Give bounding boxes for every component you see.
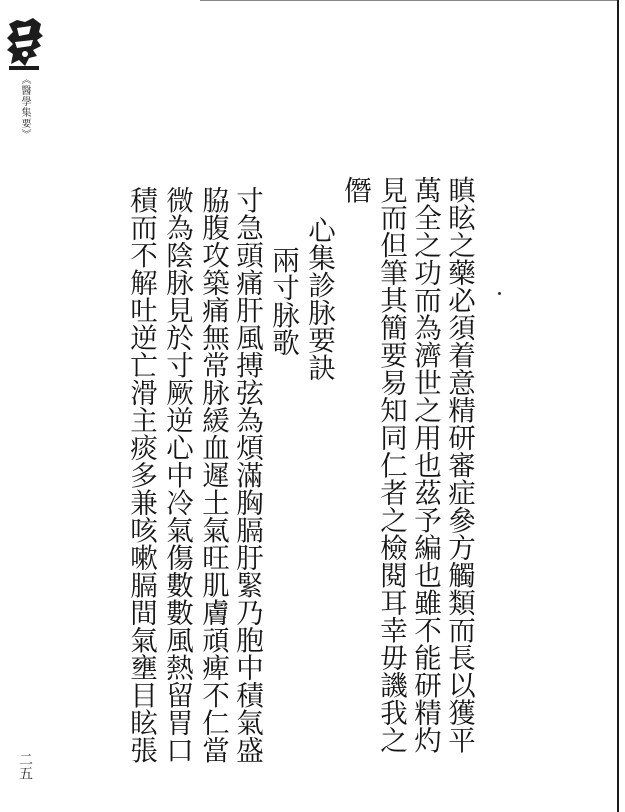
page-top-edge xyxy=(200,0,619,1)
library-seal-logo xyxy=(3,14,45,72)
subsection-heading: 兩寸脉歌 xyxy=(267,246,299,356)
text-column-4: 僭 xyxy=(339,176,371,204)
text-column-9: 微為陰脉見於寸厥逆心中冷氣傷數數風熱留胃口 xyxy=(161,186,193,764)
text-column-10: 積而不解吐逆亡滑主痰多兼咳嗽膈間氣壅目眩張 xyxy=(125,186,157,764)
text-column-2: 萬全之功而為濟世之用也茲予編也雖不能研精灼 xyxy=(409,176,441,754)
ink-speck xyxy=(498,292,501,295)
series-title-label: 《醫學集要》 xyxy=(19,74,30,140)
text-column-1: 瞋眩之藥必須着意精研審症參方觸類而長以獲平 xyxy=(443,176,475,754)
text-column-3: 見而但筆其簡要易知同仁者之檢閱耳幸毋譏我之 xyxy=(375,176,407,754)
page-right-edge xyxy=(617,0,619,812)
section-heading: 心集診脉要訣 xyxy=(303,216,335,381)
text-column-8: 脇腹攻築痛無常脉緩血遲土氣旺肌膚頑痺不仁當 xyxy=(197,186,229,764)
page-number: 二五 xyxy=(17,752,33,780)
text-column-7: 寸急頭痛肝風搏弦為煩滿胸膈䏏緊乃胞中積氣盛 xyxy=(231,186,263,764)
